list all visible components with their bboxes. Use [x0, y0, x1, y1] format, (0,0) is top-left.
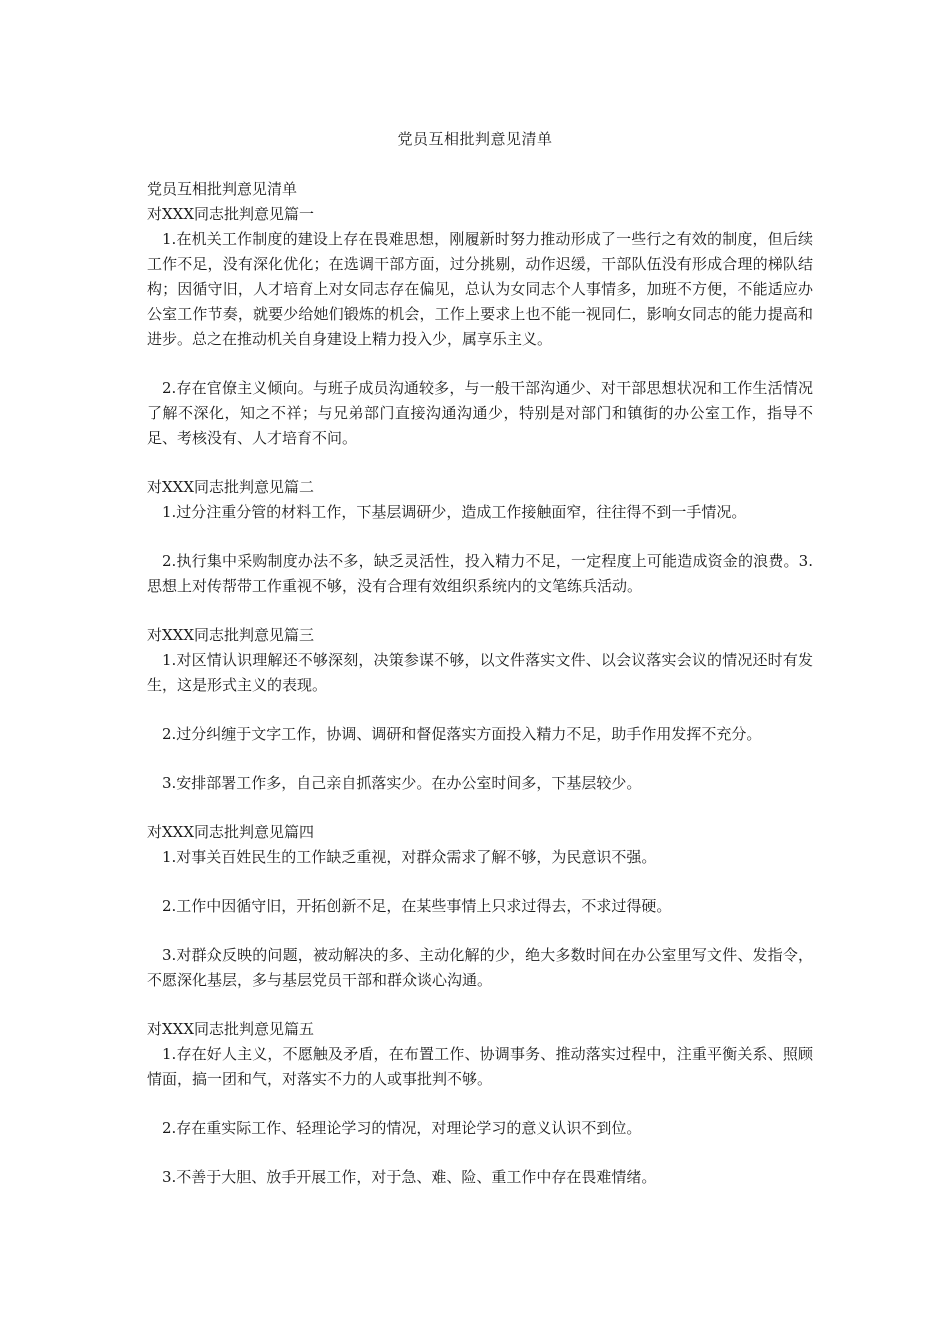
paragraph-gap: [147, 352, 813, 376]
section-heading: 对XXX同志批判意见篇四: [147, 823, 315, 841]
paragraph-gap: [147, 599, 813, 623]
section-item: 1.对区情认识理解还不够深刻，决策参谋不够，以文件落实文件、以会议落实会议的情况还时有发生，这是形式主义的表现。: [147, 651, 813, 694]
section-item: 2.过分纠缠于文字工作，协调、调研和督促落实方面投入精力不足，助手作用发挥不充分。: [162, 725, 762, 743]
section-item: 2.存在官僚主义倾向。与班子成员沟通较多，与一般干部沟通少、对干部思想状况和工作生活情况了解不深化，知之不祥；与兄弟部门直接沟通沟通少，特别是对部门和镇街的办公室工作，指导不足、考核没有、人才培育不问。: [147, 379, 813, 447]
section-heading: 对XXX同志批判意见篇三: [147, 626, 315, 644]
paragraph-gap: [147, 698, 813, 722]
document-body: [147, 177, 813, 1190]
paragraph-gap: [147, 525, 813, 549]
paragraph-gap: [147, 796, 813, 820]
section-heading: 对XXX同志批判意见篇一: [147, 205, 315, 223]
paragraph-gap: [147, 870, 813, 894]
section-1: [147, 202, 813, 475]
paragraph-gap: [147, 747, 813, 771]
document-title: 党员互相批判意见清单: [397, 130, 553, 148]
section-item: 1.对事关百姓民生的工作缺乏重视，对群众需求了解不够，为民意识不强。: [162, 848, 657, 866]
paragraph-gap: [147, 1092, 813, 1116]
section-item: 3.对群众反映的问题，被动解决的多、主动化解的少，绝大多数时间在办公室里写文件、发指令，不愿深化基层，多与基层党员干部和群众谈心沟通。: [147, 946, 813, 989]
section-4: [147, 820, 813, 1017]
paragraph-gap: [147, 451, 813, 475]
section-item: 1.在机关工作制度的建设上存在畏难思想，刚履新时努力推动形成了一些行之有效的制度，但后续工作不足，没有深化优化；在选调干部方面，过分挑剔，动作迟缓，干部队伍没有形成合理的梯队结构；因循守旧，人才培育上对女同志存在偏见，总认为女同志个人事情多，加班不方便，不能适应办公室工作节奏，就要少给她们锻炼的机会，工作上要求上也不能一视同仁，影响女同志的能力提高和进步。总之在推动机关自身建设上精力投入少，属享乐主义。: [147, 230, 813, 348]
section-item: 3.不善于大胆、放手开展工作，对于急、难、险、重工作中存在畏难情绪。: [162, 1168, 657, 1186]
section-2: [147, 475, 813, 623]
section-5: [147, 1017, 813, 1190]
section-item: 1.存在好人主义，不愿触及矛盾，在布置工作、协调事务、推动落实过程中，注重平衡关系、照顾情面，搞一团和气，对落实不力的人或事批判不够。: [147, 1045, 813, 1088]
paragraph-gap: [147, 1141, 813, 1165]
section-item: 2.存在重实际工作、轻理论学习的情况，对理论学习的意义认识不到位。: [162, 1119, 642, 1137]
section-item: 2.工作中因循守旧，开拓创新不足，在某些事情上只求过得去，不求过得硬。: [162, 897, 672, 915]
section-heading: 对XXX同志批判意见篇五: [147, 1020, 315, 1038]
section-item: 2.执行集中采购制度办法不多，缺乏灵活性，投入精力不足，一定程度上可能造成资金的浪费。3.思想上对传帮带工作重视不够，没有合理有效组织系统内的文笔练兵活动。: [147, 552, 813, 595]
section-heading: 对XXX同志批判意见篇二: [147, 478, 315, 496]
document-subtitle: 党员互相批判意见清单: [147, 180, 298, 198]
section-item: 1.过分注重分管的材料工作，下基层调研少，造成工作接触面窄，往往得不到一手情况。: [162, 503, 747, 521]
section-item: 3.安排部署工作多，自己亲自抓落实少。在办公室时间多，下基层较少。: [162, 774, 642, 792]
section-3: [147, 623, 813, 820]
paragraph-gap: [147, 919, 813, 943]
paragraph-gap: [147, 993, 813, 1017]
